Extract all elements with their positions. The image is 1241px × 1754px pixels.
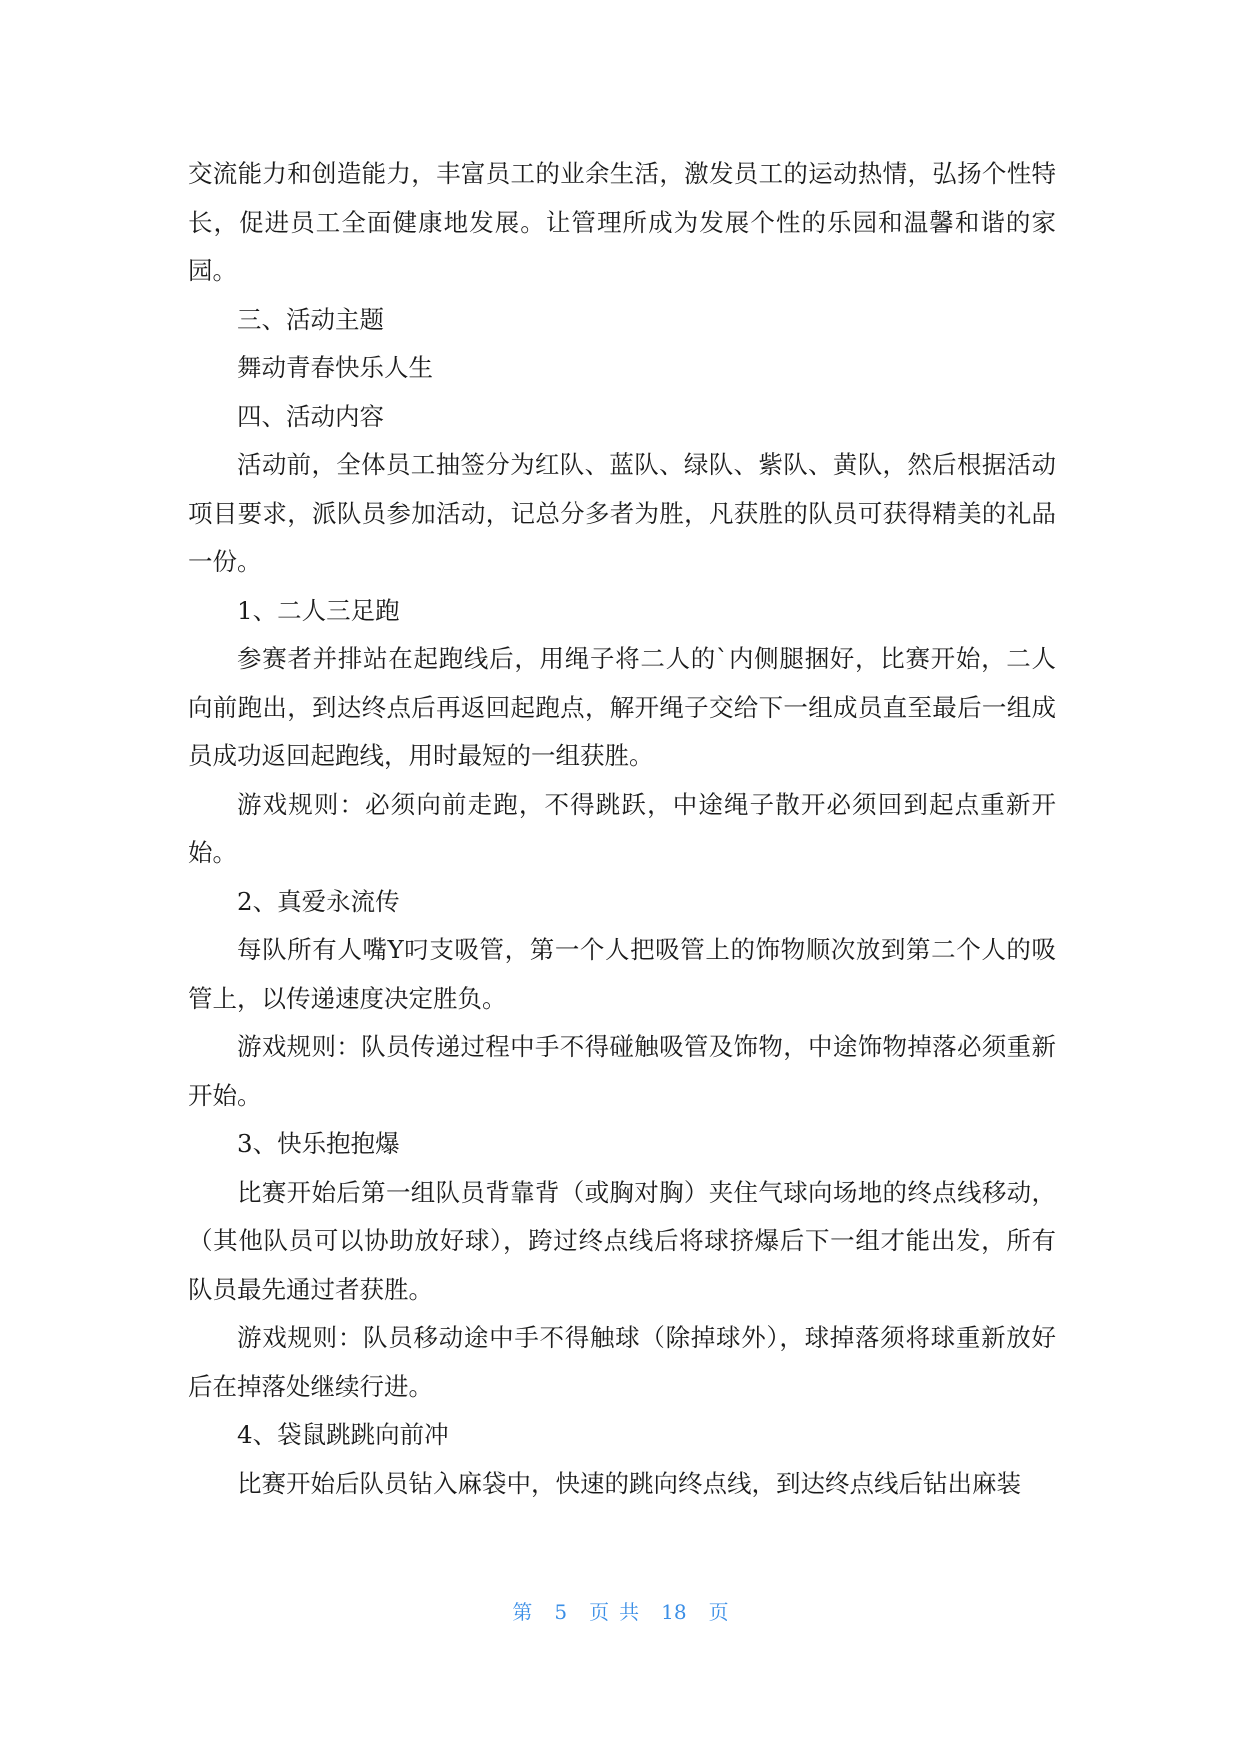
- item-2-description: 每队所有人嘴Y叼支吸管，第一个人把吸管上的饰物顺次放到第二个人的吸管上，以传递速度决定胜负。: [188, 935, 1056, 1013]
- page-footer: [0, 1596, 1241, 1625]
- footer-gong: 共: [619, 1600, 640, 1624]
- footer-page-number: 5: [554, 1600, 568, 1624]
- item-2-rules: 游戏规则：队员传递过程中手不得碰触吸管及饰物，中途饰物掉落必须重新开始。: [188, 1032, 1056, 1110]
- footer-total-pages: 18: [661, 1600, 687, 1624]
- paragraph-1: 交流能力和创造能力，丰富员工的业余生活，激发员工的运动热情，弘扬个性特长，促进员工全面健康地发展。让管理所成为发展个性的乐园和温馨和谐的家园。: [188, 159, 1056, 285]
- footer-di: 第: [512, 1600, 533, 1624]
- section-heading-content: 四、活动内容: [237, 401, 384, 431]
- item-heading-3: 3、快乐抱抱爆: [237, 1129, 400, 1158]
- item-1-rules: 游戏规则：必须向前走跑，不得跳跃，中途绳子散开必须回到起点重新开始。: [188, 789, 1056, 867]
- paragraph-content-intro: 活动前，全体员工抽签分为红队、蓝队、绿队、紫队、黄队，然后根据活动项目要求，派队员参加活动，记总分多者为胜，凡获胜的队员可获得精美的礼品一份。: [188, 450, 1056, 576]
- item-4-description: 比赛开始后队员钻入麻袋中，快速的跳向终点线，到达终点线后钻出麻装: [237, 1468, 1021, 1498]
- item-3-description: 比赛开始后第一组队员背靠背（或胸对胸）夹住气球向场地的终点线移动，（其他队员可以协助放好球），跨过终点线后将球挤爆后下一组才能出发，所有队员最先通过者获胜。: [188, 1177, 1056, 1304]
- item-heading-4: 4、袋鼠跳跳向前冲: [237, 1420, 449, 1449]
- item-heading-1: 1、二人三足跑: [237, 595, 400, 625]
- item-1-description: 参赛者并排站在起跑线后，用绳子将二人的`内侧腿捆好，比赛开始，二人向前跑出，到达终点后再返回起跑点，解开绳子交给下一组成员直至最后一组成员成功返回起跑线，用时最短的一组获胜。: [188, 644, 1056, 770]
- theme-text: 舞动青春快乐人生: [237, 353, 433, 382]
- item-3-rules: 游戏规则：队员移动途中手不得触球（除掉球外），球掉落须将球重新放好后在掉落处继续行进。: [188, 1323, 1056, 1401]
- section-heading-theme: 三、活动主题: [237, 304, 384, 334]
- footer-ye: 页: [589, 1600, 610, 1624]
- item-heading-2: 2、真爱永流传: [237, 886, 400, 916]
- document-body: [188, 150, 1056, 1508]
- footer-ye-2: 页: [708, 1600, 729, 1624]
